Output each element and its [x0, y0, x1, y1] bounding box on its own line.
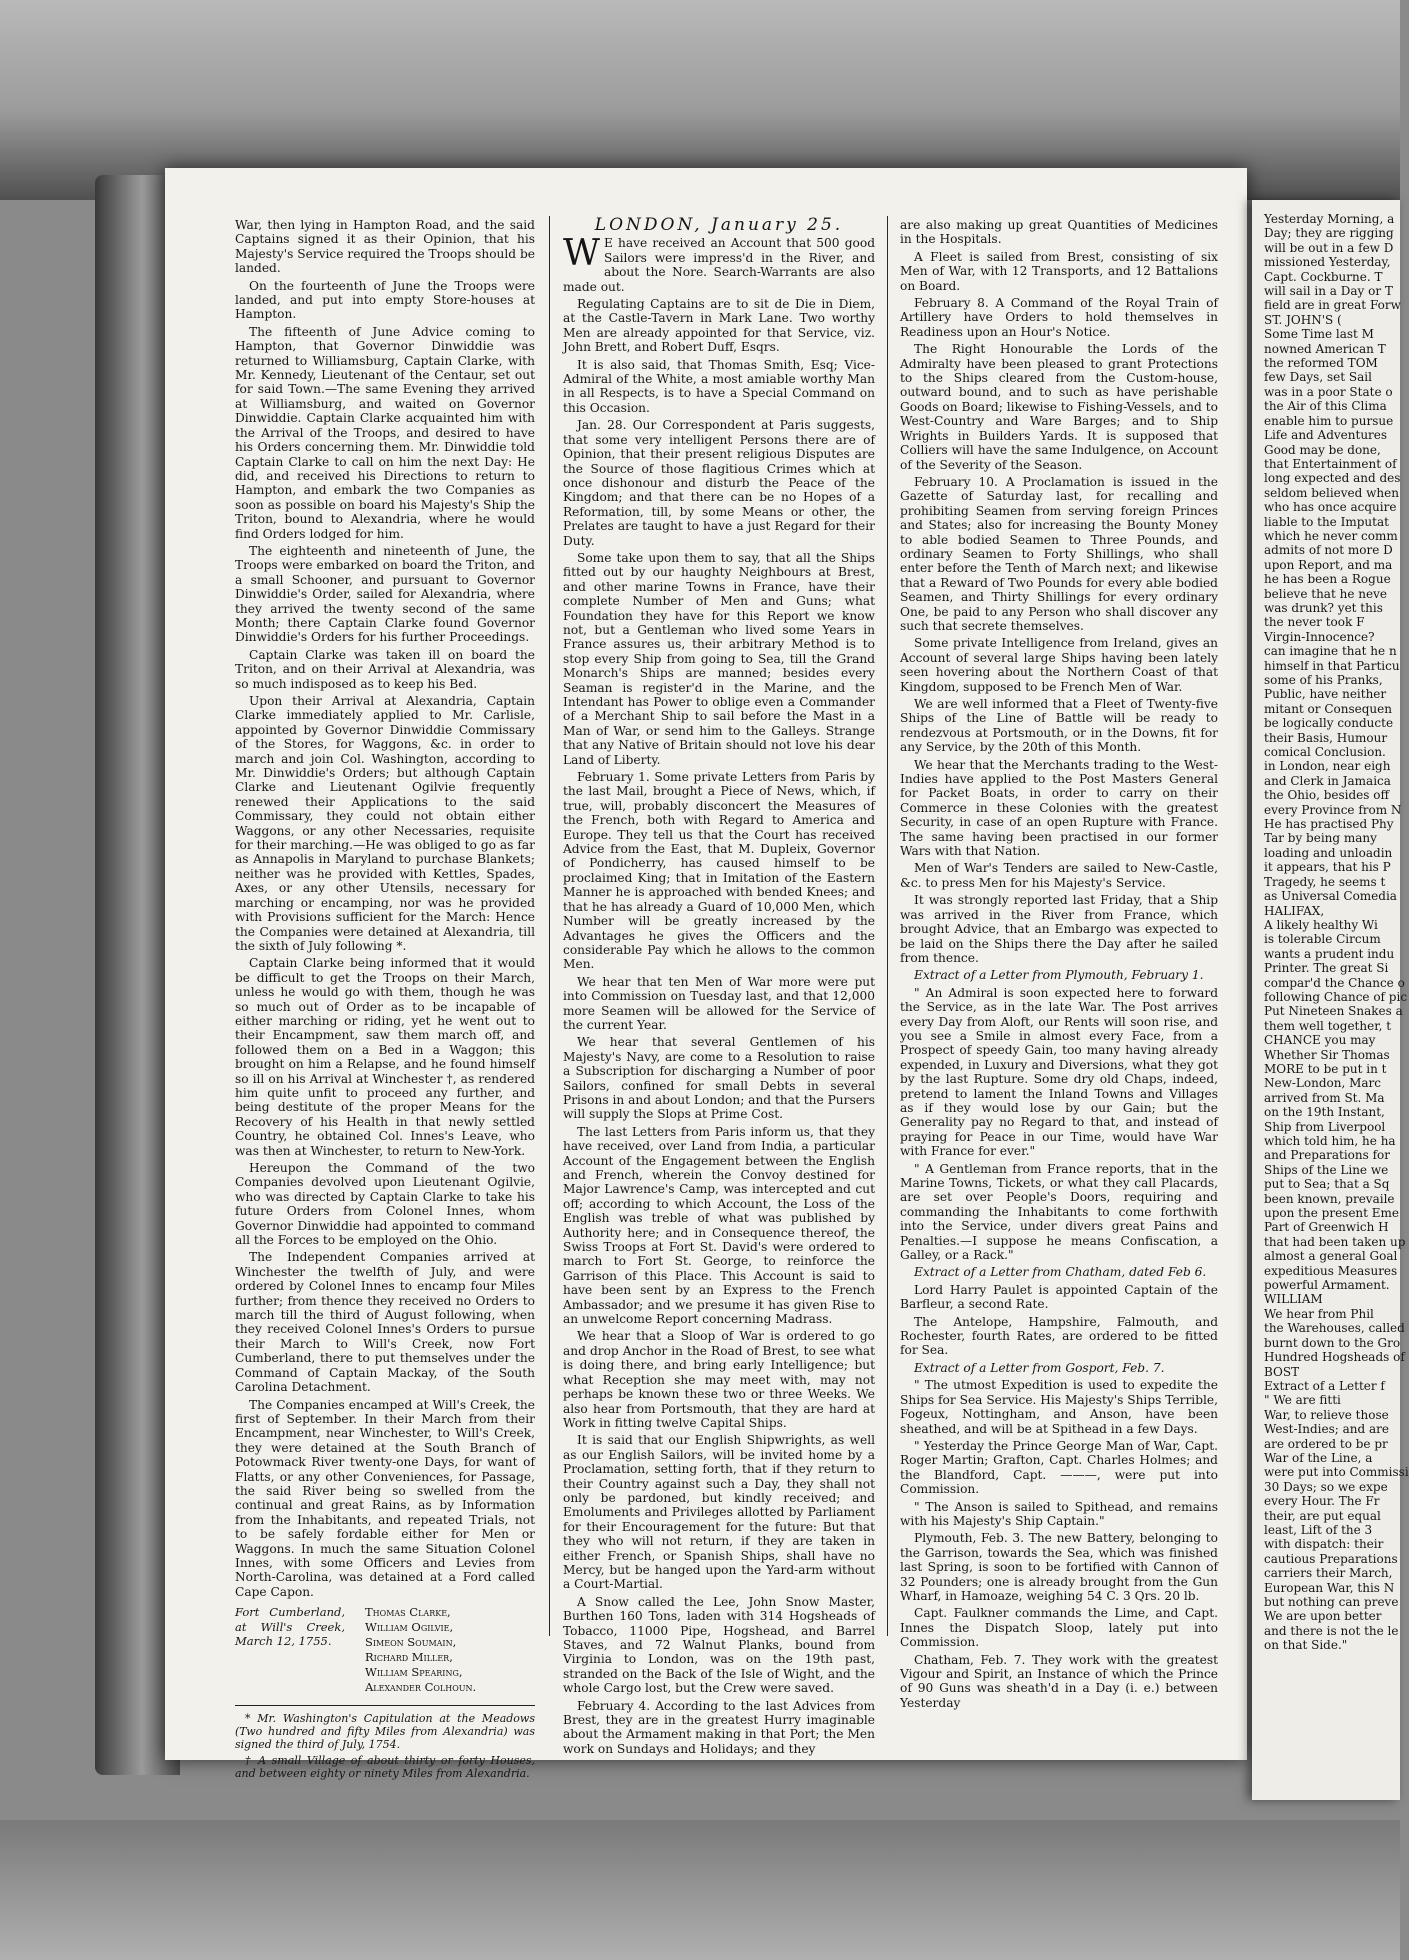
facing-page-line: every Province from N — [1264, 802, 1402, 817]
facing-page-line: on the 19th Instant, — [1264, 1105, 1385, 1120]
facing-page-line: Whether Sir Thomas — [1264, 1047, 1390, 1062]
col1-para: On the fourteenth of June the Troops were landed, and put into empty Store-houses at Hampton. — [235, 278, 535, 322]
facing-page-line: almost a general Goal — [1264, 1249, 1398, 1264]
col3-para: Capt. Faulkner commands the Lime, and Capt. Innes the Dispatch Sloop, lately put into Commission. — [900, 1606, 1218, 1650]
facing-page-line: New-London, Marc — [1264, 1076, 1382, 1091]
facing-page-line: Printer. The great Si — [1264, 961, 1389, 976]
facing-page-line: can imagine that he n — [1264, 644, 1397, 659]
facing-page-line: Yesterday Morning, a — [1264, 212, 1395, 226]
facing-page-line: every Hour. The Fr — [1264, 1494, 1380, 1509]
col3-para: " Yesterday the Prince George Man of War, Capt. Roger Martin; Grafton, Capt. Charles Holmes; and the Blandford, Capt. ———, were put into Commission. — [900, 1438, 1218, 1497]
facing-page-line: arrived from St. Ma — [1264, 1090, 1385, 1105]
facing-page-line: Capt. Cockburne. T — [1264, 269, 1383, 284]
col2-para: We hear that ten Men of War more were put into Commission on Tuesday last, and that 12,000 more Seamen will be allowed for the Service of the current Year. — [563, 974, 875, 1032]
facing-page-line: it appears, that his P — [1264, 860, 1391, 875]
drop-cap: W — [563, 233, 601, 275]
facing-page-line: will sail in a Day or T — [1264, 284, 1393, 299]
facing-page-line: admits of not more D — [1264, 543, 1393, 558]
facing-page-line: Good may be done, — [1264, 442, 1381, 457]
facing-page-line: nowned American T — [1264, 341, 1386, 356]
facing-page-line: which told him, he ha — [1264, 1134, 1396, 1148]
footnote-rule — [235, 1705, 535, 1706]
facing-page-line: Virgin-Innocence? — [1264, 629, 1375, 644]
facing-page-line: A likely healthy Wi — [1264, 917, 1378, 932]
facing-page-line: We hear from Phil — [1264, 1306, 1374, 1321]
col2-para: A Snow called the Lee, John Snow Master, Burthen 160 Tons, laden with 314 Hogsheads of Tobacco, 11000 Pipe, Hogshead, and Barrel Staves, and 72 Walnut Planks, bound from Virginia to London, was on the 19th past, stranded on the Back of the Isle of Wight, and the whole Cargo lost, but the Crew were saved. — [563, 1594, 875, 1696]
facing-page-line: them well together, t — [1264, 1018, 1392, 1033]
col3-para: Chatham, Feb. 7. They work with the greatest Vigour and Spirit, an Instance of which the Prince of 90 Guns was sheath'd in a Day (i. e.) between Yesterday — [900, 1652, 1218, 1710]
facing-page-line: the reformed TOM — [1264, 356, 1378, 371]
facing-page-line: was in a poor State o — [1264, 384, 1393, 399]
col3-para: Plymouth, Feb. 3. The new Battery, belonging to the Garrison, towards the Sea, which was finished last Spring, is soon to be fortified with Cannon of 32 Pounders; one is already brought from the Gun Wharf, in Hamoaze, weighing 54 C. 3 Qrs. 20 lb. — [900, 1531, 1218, 1603]
facing-page-line: European War, this N — [1264, 1580, 1395, 1595]
facing-page-line: West-Indies; and are — [1264, 1422, 1389, 1437]
facing-page-line: the never took F — [1264, 615, 1365, 630]
col1-para: The fifteenth of June Advice coming to Hampton, that Governor Dinwiddie was returned to Williamsburg, Captain Clarke, with Mr. Kennedy, Lieutenant of the Centaur, set out for said Town.—The same Evening they arrived at Williamsburg, and waited on Governor Dinwiddie. Captain Clarke acquainted him with the Arrival of the Troops, and desired to have his Orders concerning them. Mr. Dinwiddie told Captain Clarke to call on him the next Day: He did, and received his Directions to return to Hampton, and embark the two Companies as soon as possible on board his Majesty's Ship the Triton, bound to Alexandria, where he would find Orders lodged for him. — [235, 324, 535, 541]
facing-page-line: Ships of the Line we — [1264, 1162, 1389, 1177]
facing-page-line: cautious Preparations — [1264, 1551, 1398, 1566]
col2-para: The last Letters from Paris inform us, that they have received, over Land from India, a particular Account of the Engagement between the English and French, wherein the Convoy destined for Major Lawrence's Camp, was intercepted and cut off; according to which Account, the Loss of the English was treble of what was published by Authority here; and in Consequence thereof, the Swiss Troops at Fort St. David's were ordered to march to Fort St. George, to reinforce the Garrison of this Place. This Account is said to have been sent by an Express to the French Ambassador; and we presume it has given Rise to an unwelcome Report concerning Madrass. — [563, 1124, 875, 1327]
facing-page-line: War of the Line, a — [1264, 1450, 1373, 1465]
facing-page-line: as Universal Comedia — [1264, 889, 1397, 904]
col2-para: Some take upon them to say, that all the Ships fitted out by our haughty Neighbours at Brest, and other marine Towns in France, have their complete Number of Men and Guns; what Foundation they have for this Report we know not, but a Gentleman who lived some Years in France assures us, their arbitrary Method is to stop every Ship from going to Sea, till the Grand Monarch's Ships are manned; besides every Seaman is register'd in the Marine, and the Intendant has Power to oblige even a Commander of a Merchant Ship to sail before the Mast in a Man of War, or send him to the Galleys. Strange that any Native of Britain should not love his dear Land of Liberty. — [563, 550, 875, 767]
facing-page-line: and there is not the le — [1264, 1623, 1399, 1638]
facing-page-line: and Clerk in Jamaica — [1264, 773, 1391, 788]
facing-page-line: seldom believed when — [1264, 485, 1399, 500]
facing-page-line: WILLIAM — [1264, 1292, 1323, 1307]
facing-page-column — [1264, 212, 1409, 1653]
facing-page-fragment — [1252, 200, 1409, 1800]
facing-page-line: expeditious Measures — [1264, 1263, 1398, 1278]
signer-name: William Ogilvie, — [365, 1620, 454, 1635]
newspaper-page — [165, 168, 1247, 1781]
facing-page-line: upon the present Eme — [1264, 1206, 1400, 1221]
facing-page-line: MORE to be put in t — [1264, 1061, 1387, 1076]
col1-para: The Companies encamped at Will's Creek, the first of September. In their March from their Encampment, near Winchester, to Will's Creek, they were detained at the South Branch of Potowmack River twenty-one Days, for want of Flatts, or any other Conveniences, for Passage, the said River being so swelled from the continual and great Rains, as by Information from the Inhabitants, and repeated Trials, not to be safely fordable either for Men or Waggons. In much the same Situation Colonel Innes, with some Officers and Levies from North-Carolina, was detained at a Ford called Cape Capon. — [235, 1397, 535, 1599]
col3-para: February 8. A Command of the Royal Train of Artillery have Orders to hold themselves in Readiness upon an Hour's Notice. — [900, 296, 1218, 339]
col3-extract-heading: Extract of a Letter from Plymouth, February 1. — [914, 968, 1204, 983]
col3-para: We are well informed that a Fleet of Twenty-five Ships of the Line of Battle will be ready to rendezvous at Portsmouth, or in the Downs, fit for any Service, by the 20th of this Month. — [900, 697, 1218, 755]
facing-page-line: loading and unloadin — [1264, 845, 1393, 860]
col1-para: Hereupon the Command of the two Companies devolved upon Lieutenant Ogilvie, who was directed by Captain Clarke to take his future Orders from Colonel Innes, whom Governor Dinwiddie had appointed to command all the Forces to be employed on the Ohio. — [235, 1161, 535, 1248]
facing-page-line: Ship from Liverpool — [1264, 1119, 1386, 1134]
facing-page-line: mitant or Consequen — [1264, 701, 1392, 716]
col3-para: " An Admiral is soon expected here to forward the Service, as in the late War. The Post arrives every Day from Aloft, our Rents will soon rise, and you see a Smile in almost every Face, from a Prospect of speedy Gain, too many having already expended, in Luxury and Diversions, what they got by the last Rupture. Some dry old Chaps, indeed, pretend to lament the Inland Towns and Villages as if they would lose by our Gain; but the Generality pay no Regard to that, and instead of praying for Peace in our Time, would have War with France for ever." — [900, 985, 1218, 1159]
facing-page-line: been known, prevaile — [1264, 1191, 1395, 1206]
facing-page-line: that Entertainment of — [1264, 456, 1397, 471]
facing-page-line: that had been taken up — [1264, 1234, 1406, 1249]
signature-block — [235, 1605, 535, 1695]
facing-page-line: BOST — [1264, 1364, 1300, 1379]
col3-para: We hear that the Merchants trading to the West-Indies have applied to the Post Masters General for Packet Boats, in order to carry on their Commerce in these Colonies with the greatest Security, in case of an open Rupture with France. The same having been practised in our former Wars with that Nation. — [900, 757, 1218, 859]
col3-para: " The utmost Expedition is used to expedite the Ships for Sea Service. His Majesty's Ships Terrible, Fogeux, Nottingham, and Anson, have been sheathed, and will be at Spithead in a few Days. — [900, 1378, 1218, 1436]
facing-page-line: he has been a Rogue — [1264, 572, 1391, 587]
col3-para: Men of War's Tenders are sailed to New-Castle, &c. to press Men for his Majesty's Service. — [900, 861, 1218, 890]
facing-page-line: burnt down to the Gro — [1264, 1335, 1401, 1350]
signer-name: Alexander Colhoun. — [365, 1680, 477, 1695]
col3-para: The Right Honourable the Lords of the Admiralty have been pleased to grant Protections to the Ships cleared from the Custom-house, outward bound, and to such as have perishable Goods on Board; likewise to Fishing-Vessels, and to West-Country and Ware Barges; and to Ship Wrights in Builders Yards. It is supposed that Colliers will have the same Indulgence, on Account of the Severity of the Season. — [900, 342, 1218, 472]
footnote: * Mr. Washington's Capitulation at the Meadows (Two hundred and fifty Miles from Alexandria) was signed the third of July, 1754. — [235, 1712, 535, 1752]
facing-page-line: He has practised Phy — [1264, 817, 1394, 832]
column-rule-1 — [549, 216, 550, 1636]
col2-first-para — [563, 233, 875, 294]
facing-page-line: field are in great Forw — [1264, 298, 1401, 313]
facing-page-line: who has once acquire — [1264, 500, 1397, 515]
facing-page-line: Hundred Hogsheads of — [1264, 1350, 1405, 1365]
signer-name: Simeon Soumain, — [365, 1635, 457, 1650]
facing-page-line: but nothing can preve — [1264, 1595, 1399, 1609]
column-3 — [900, 218, 1218, 1718]
col3-para: are also making up great Quantities of Medicines in the Hospitals. — [900, 218, 1218, 247]
facing-page-line: Day; they are rigging — [1264, 226, 1394, 241]
signer-name: Richard Miller, — [365, 1650, 453, 1665]
facing-page-line: and Preparations for — [1264, 1148, 1391, 1163]
signature-names — [365, 1605, 535, 1695]
facing-page-line: comical Conclusion. — [1264, 745, 1386, 760]
col2-para: February 1. Some private Letters from Paris by the last Mail, brought a Piece of News, which, if true, will, probably disconcert the Measures of the French, both with Regard to America and Europe. They tell us that the Court has received Advice from the East, that M. Dupleix, Governor of Pondicherry, has caused himself to be proclaimed King; that in Imitation of the Eastern Manner he is approached with bended Knees; and that he has already a Guard of 10,000 Men, which Number will be greatly increased by the Advantages he gives the Officers and the considerable Pay which he allows to the common Men. — [563, 770, 875, 972]
facing-page-line: powerful Armament. — [1264, 1278, 1390, 1293]
signer-name: Thomas Clarke, — [365, 1605, 451, 1620]
facing-page-line: in London, near eigh — [1264, 759, 1391, 774]
column-2 — [563, 215, 876, 1756]
col3-para: The Antelope, Hampshire, Falmouth, and Rochester, fourth Rates, are ordered to be fitted for Sea. — [900, 1314, 1218, 1358]
facing-page-line: will be out in a few D — [1264, 240, 1394, 255]
col3-para: A Fleet is sailed from Brest, consisting of six Men of War, with 12 Transports, and 12 Battalions on Board. — [900, 249, 1218, 293]
signer-name: William Spearing, — [365, 1665, 463, 1680]
col1-para: The eighteenth and nineteenth of June, the Troops were embarked on board the Triton, and a small Schooner, and pursuant to Governor Dinwiddie's Order, sailed for Alexandria, where they arrived the twenty second of the same Month; there Captain Clarke found Governor Dinwiddie's Orders for his further Proceedings. — [235, 543, 535, 645]
column-1 — [235, 218, 535, 1781]
facing-page-line: are ordered to be pr — [1264, 1436, 1388, 1451]
col3-para: Some private Intelligence from Ireland, gives an Account of several large Ships having been lately seen hovering about the Northern Coast of that Kingdom, supposed to be French Men of War. — [900, 636, 1218, 694]
col2-para: It is also said, that Thomas Smith, Esq; Vice-Admiral of the White, a most amiable worthy Man in all Respects, is to have a Special Command on this Occasion. — [563, 357, 875, 415]
facing-page-line: was drunk? yet this — [1264, 600, 1383, 615]
facing-page-line: the Ohio, besides off — [1264, 788, 1390, 803]
facing-page-line: missioned Yesterday, — [1264, 255, 1391, 270]
facing-page-line: Public, have neither — [1264, 687, 1387, 702]
facing-page-line: War, to relieve those — [1264, 1407, 1389, 1422]
facing-page-line: long expected and des — [1264, 471, 1401, 486]
facing-page-line: Part of Greenwich H — [1264, 1220, 1389, 1235]
col1-para: War, then lying in Hampton Road, and the said Captains signed it as their Opinion, that his Majesty's Service required the Troops should be landed. — [235, 218, 535, 276]
facing-page-line: enable him to pursue — [1264, 413, 1394, 428]
facing-page-line: carriers their March, — [1264, 1566, 1393, 1581]
col2-para: Jan. 28. Our Correspondent at Paris suggests, that some very intelligent Persons there are of Opinion, that their present religious Disputes are the Source of those flagitious Crimes which at once dishonour and disturb the Peace of the Kingdom; and that there can be no Hopes of a Reformation, till, by some Means or other, the Prelates are taught to have a just Regard for their Duty. — [563, 418, 875, 548]
facing-page-line: some of his Pranks, — [1264, 673, 1383, 687]
facing-page-line: few Days, set Sail — [1264, 370, 1372, 385]
col2-para: We hear that several Gentlemen of his Majesty's Navy, are come to a Resolution to raise a Subscription for discharging a Number of poor Sailors, confined for small Debts in several Prisons in and about London; and that the Pursers will supply the Slops at Prime Cost. — [563, 1035, 876, 1122]
col3-para: " The Anson is sailed to Spithead, and remains with his Majesty's Ship Captain." — [900, 1499, 1218, 1528]
facing-page-line: wants a prudent indu — [1264, 946, 1395, 961]
facing-page-line: 30 Days; so we expe — [1264, 1479, 1388, 1494]
facing-page-line: with dispatch: their — [1264, 1537, 1384, 1552]
facing-page-line: is tolerable Circum — [1264, 932, 1381, 947]
col2-para: Regulating Captains are to sit de Die in Diem, at the Castle-Tavern in Mark Lane. Two worthy Men are already appointed for that Service, viz. John Brett, and Robert Duff, Esqrs. — [563, 297, 875, 355]
col3-para: " A Gentleman from France reports, that in the Marine Towns, Tickets, or what they call Placards, are set over People's Doors, requiring and commanding the Inhabitants to come forthwith into the Service, under divers great Pains and Penalties.—I suppose he means Confiscation, a Galley, or a Rack." — [900, 1161, 1218, 1263]
facing-page-line: believe that he neve — [1264, 586, 1387, 601]
facing-page-line: were put into Commissi — [1264, 1465, 1409, 1480]
facing-page-line: liable to the Imputat — [1264, 514, 1389, 529]
facing-page-line: be logically conducte — [1264, 716, 1394, 731]
col2-first-text: E have received an Account that 500 good Sailors were impress'd in the River, and about the Nore. Search-Warrants are also made out. — [563, 236, 875, 294]
facing-page-line: the Air of this Clima — [1264, 399, 1387, 414]
col3-para: Lord Harry Paulet is appointed Captain of the Barfleur, a second Rate. — [900, 1282, 1218, 1312]
facing-page-line: Some Time last M — [1264, 327, 1374, 342]
col3-para: It was strongly reported last Friday, that a Ship was arrived in the River from France, which brought Advice, that an Embargo was expected to be laid on the Ships there the Day after he sailed from thence. — [900, 893, 1218, 965]
column-rule-2 — [887, 216, 888, 1636]
col2-para: We hear that a Sloop of War is ordered to go and drop Anchor in the Road of Brest, to see what is doing there, and bring early Intelligence; but what Reception she may meet with, may not perhaps be known these two or three Weeks. We also hear from Portsmouth, that they are hard at Work in fitting twelve Capital Ships. — [563, 1329, 875, 1430]
facing-page-line: Tragedy, he seems t — [1264, 874, 1386, 889]
facing-page-line: We are upon better — [1264, 1609, 1382, 1624]
facing-page-line: compar'd the Chance o — [1264, 975, 1405, 990]
facing-page-line: following Chance of pic — [1264, 989, 1408, 1004]
facing-page-line: CHANCE you may — [1264, 1033, 1376, 1048]
dateline: LONDON, January 25. — [594, 215, 844, 235]
signature-place: Fort Cumberland, at Will's Creek, March 12, 1755. — [235, 1605, 345, 1648]
footnote: † A small Village of about thirty or forty Houses, and between eighty or ninety Miles from Alexandria. — [235, 1754, 535, 1781]
col3-para: February 10. A Proclamation is issued in the Gazette of Saturday last, for recalling and prohibiting Seamen from serving foreign Princes and States; also for increasing the Bounty Money to able bodied Seamen to Three Pounds, and ordinary Seamen to Forty Shillings, who shall enter before the Tenth of March next; and likewise that a Reward of Two Pounds for every able bodied Seamen, and Thirty Shillings for every ordinary One, be paid to any Person who shall discover any such that secrete themselves. — [900, 474, 1218, 633]
col2-para: It is said that our English Shipwrights, as well as our English Sailors, will be invited home by a Proclamation, setting forth, that if they return to their Country against such a Day, they shall not only be pardoned, but kindly received; and Emoluments and Privileges allotted by Parliament for their Encouragement for the future: But that they who will not return, if they are taken in either French, or Spanish Ships, shall have no Mercy, but be hanged upon the Yard-arm without a Court-Martial. — [563, 1433, 875, 1592]
facing-page-line: on that Side." — [1264, 1638, 1348, 1653]
facing-page-line: " We are fitti — [1264, 1393, 1341, 1408]
col3-extract-heading: Extract of a Letter from Chatham, dated Feb 6. — [914, 1265, 1207, 1280]
facing-page-line: least, Lift of the 3 — [1264, 1522, 1373, 1537]
col2-para: February 4. According to the last Advices from Brest, they are in the greatest Hurry imaginable about the Armament making in that Port; the Men work on Sundays and Holidays; and they — [563, 1698, 875, 1756]
facing-page-line: ST. JOHN'S ( — [1264, 312, 1342, 327]
scan-background-bottom — [0, 1820, 1400, 1960]
facing-page-line: Extract of a Letter f — [1264, 1378, 1385, 1393]
facing-page-line: himself in that Particu — [1264, 658, 1400, 673]
facing-page-line: their, are put equal — [1264, 1508, 1381, 1523]
facing-page-line: Put Nineteen Snakes a — [1264, 1004, 1403, 1019]
facing-page-line: upon Report, and ma — [1264, 557, 1393, 572]
facing-page-line: which he never comm — [1264, 528, 1398, 543]
facing-page-line: put to Sea; that a Sq — [1264, 1177, 1390, 1192]
col3-extract-heading: Extract of a Letter from Gosport, Feb. 7. — [914, 1360, 1165, 1375]
col1-para: The Independent Companies arrived at Winchester the twelfth of July, and were ordered by Colonel Innes to encamp four Miles further; from thence they received no Orders to march till the third of August following, when they received Colonel Innes's Orders to pursue their March to Will's Creek, now Fort Cumberland, there to put themselves under the Command of Captain Mackay, of the South Carolina Detachment. — [235, 1250, 535, 1395]
facing-page-line: HALIFAX, — [1264, 903, 1325, 918]
facing-page-line: their Basis, Humour — [1264, 730, 1388, 745]
facing-page-line: Tar by being many — [1264, 831, 1377, 846]
col1-para: Captain Clarke was taken ill on board the Triton, and on their Arrival at Alexandria, was so much indisposed as to keep his Bed. — [235, 647, 535, 691]
facing-page-line: Life and Adventures — [1264, 428, 1388, 443]
facing-page-line: the Warehouses, called — [1264, 1321, 1405, 1336]
col1-para: Captain Clarke being informed that it would be difficult to get the Troops on their March, unless he would go with them, though he was so much out of Order as to be incapable of either marching or riding, yet he went out to their Encampment, saw them march off, and followed them on a Bed in a Waggon; this brought on him a Relapse, and he found himself so ill on his Arrival at Winchester †, as rendered him quite unfit to proceed any further, and being destitute of the proper Means for the Recovery of his Health in that newly settled Country, he obtained Col. Innes's Leave, who was then at Winchester, to return to New-York. — [235, 956, 535, 1158]
col1-para: Upon their Arrival at Alexandria, Captain Clarke immediately applied to Mr. Carlisle, appointed by Governor Dinwiddie Commissary of the Stores, for Waggons, &c. in order to march and join Col. Washington, according to Mr. Dinwiddie's Orders; but although Captain Clarke and Lieutenant Ogilvie frequently renewed their Applications to the said Commissary, they could not obtain either Waggons, or any other Necessaries, requisite for their marching.—He was obliged to go as far as Annapolis in Maryland to purchase Blankets; neither was he provided with Kettles, Spades, Axes, or any other Utensils, necessary for marching or encamping, nor was he provided with Provisions sufficient for the March: Hence the Companies were detained at Alexandria, till the sixth of July following *. — [235, 694, 535, 953]
